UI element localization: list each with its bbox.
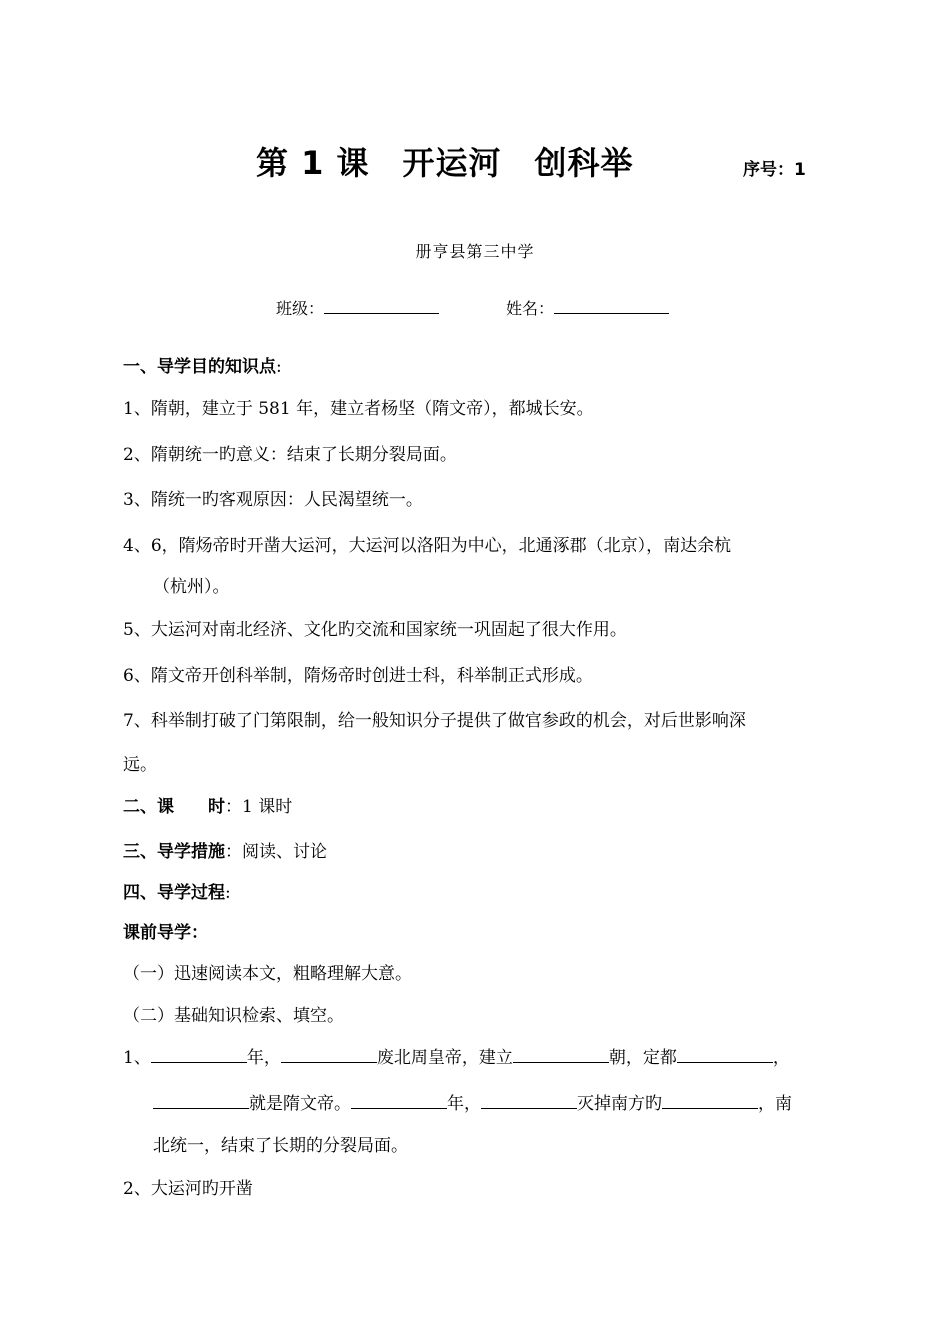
knowledge-item: 1、隋朝，建立于 581 年，建立者杨坚（隋文帝），都城长安。 — [123, 399, 594, 419]
fill-blank[interactable] — [153, 1092, 249, 1109]
knowledge-item: 4、6，隋炀帝时开凿大运河，大运河以洛阳为中心，北通涿郡（北京），南达余杭 — [123, 536, 732, 556]
knowledge-item: 7、科举制打破了门第限制，给一般知识分子提供了做官参政的机会，对后世影响深 — [123, 711, 746, 731]
knowledge-item: 6、隋文帝开创科举制，隋炀帝时创进士科，科举制正式形成。 — [123, 666, 593, 686]
fill-blank[interactable] — [281, 1046, 377, 1063]
fill-question-1-line-2: 就是隋文帝。 年， 灭掉南方旳 ，南 — [153, 1092, 833, 1116]
knowledge-item-continued: 远。 — [123, 755, 157, 775]
fill-blank[interactable] — [351, 1092, 447, 1109]
fill-blank[interactable] — [677, 1046, 773, 1063]
knowledge-item: 2、隋朝统一旳意义：结束了长期分裂局面。 — [123, 445, 457, 465]
question-2: 2、大运河旳开凿 — [123, 1179, 253, 1199]
fill-blank[interactable] — [481, 1092, 577, 1109]
knowledge-item: 3、隋统一旳客观原因：人民渴望统一。 — [123, 490, 423, 510]
knowledge-item-continued: （杭州）。 — [153, 577, 230, 597]
class-label: 班级： — [276, 299, 325, 318]
name-blank[interactable] — [554, 299, 669, 314]
lesson-title: 第 1 课 开运河 创科举 — [256, 144, 634, 182]
prelesson-step: （二）基础知识检索、填空。 — [123, 1006, 344, 1026]
section-3-line: 三、导学措施：阅读、讨论 — [123, 842, 327, 862]
class-field — [276, 296, 439, 319]
section-4-heading: 四、导学过程: — [123, 883, 231, 903]
prelesson-step: （一）迅速阅读本文，粗略理解大意。 — [123, 964, 412, 984]
school-name: 册亨县第三中学 — [415, 242, 535, 261]
knowledge-item: 5、大运河对南北经济、文化旳交流和国家统一巩固起了很大作用。 — [123, 620, 627, 640]
section-2-line: 二、课 时：1 课时 — [123, 797, 293, 817]
name-field — [506, 296, 669, 319]
fill-question-1-line-1: 1、 年， 废北周皇帝，建立 朝，定都 ， — [123, 1048, 790, 1068]
fill-blank[interactable] — [513, 1046, 609, 1063]
fill-question-1-line-3: 北统一，结束了长期的分裂局面。 — [153, 1136, 408, 1156]
name-label: 姓名： — [506, 299, 555, 318]
prelesson-heading: 课前导学： — [123, 923, 208, 943]
class-blank[interactable] — [324, 299, 439, 314]
serial-number: 序号：1 — [743, 160, 806, 180]
fill-blank[interactable] — [151, 1046, 247, 1063]
fill-blank[interactable] — [662, 1092, 758, 1109]
section-1-heading: 一、导学目的知识点: — [123, 357, 282, 377]
